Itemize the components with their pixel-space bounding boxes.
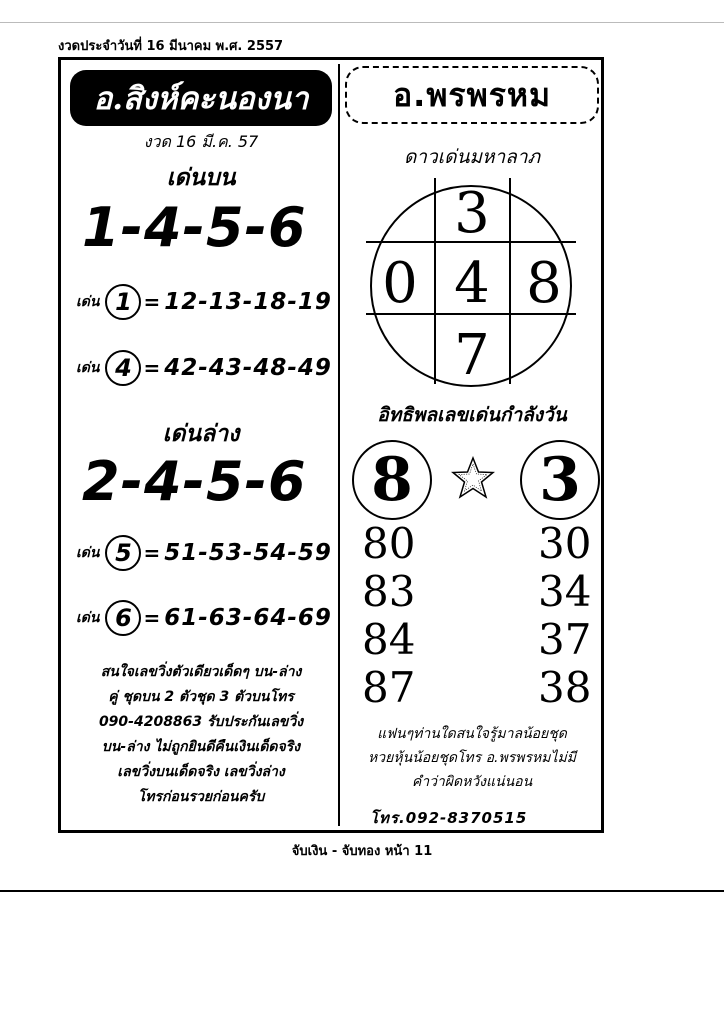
row-equals: = (143, 290, 161, 314)
pair-number: 38 (538, 663, 592, 712)
top-main-numbers: 1-4-5-6 (82, 196, 307, 259)
row-numbers: 51-53-54-59 (164, 540, 332, 566)
big-right-digit: 3 (520, 440, 600, 520)
pair-number: 30 (538, 519, 592, 568)
bottom-row-1 (76, 535, 332, 571)
column-divider (338, 64, 340, 826)
row-word: เด่น (76, 294, 100, 310)
row-equals: = (143, 606, 161, 630)
top-row-1 (76, 284, 332, 320)
footer-note-line: หวยหุ้นน้อยชุดโทร อ.พรพรหมไม่มี (368, 750, 576, 766)
row-word: เด่น (76, 610, 100, 626)
star-icon (451, 456, 495, 500)
row-digit-circle: 6 (105, 600, 141, 636)
row-digit-circle: 1 (105, 284, 141, 320)
row-numbers: 61-63-64-69 (164, 605, 332, 631)
bottom-rule (0, 890, 724, 892)
pair-number: 83 (362, 567, 416, 616)
note-line: โทรก่อนรวยก่อนครับ (137, 789, 265, 805)
row-digit-circle: 4 (105, 350, 141, 386)
big-left-digit: 8 (352, 440, 432, 520)
pair-number: 37 (538, 615, 592, 664)
top-row-2 (76, 350, 332, 386)
draw-date: งวด 16 มี.ค. 57 (143, 132, 259, 151)
footer-note-line: แฟนๆท่านใดสนใจรู้มาลน้อยชุด (377, 726, 567, 742)
note-line: คู่ ชุดบน 2 ตัวชุด 3 ตัวบนโทร (108, 689, 294, 705)
grid-top-digit: 3 (454, 181, 490, 246)
pair-number: 87 (362, 663, 416, 712)
page-header: งวดประจำวันที่ 16 มีนาคม พ.ศ. 2557 (58, 39, 284, 54)
page-footer: จับเงิน - จับทอง หน้า 11 (291, 844, 433, 859)
bottom-main-numbers: 2-4-5-6 (82, 450, 307, 513)
bottom-label: เด่นล่าง (162, 421, 240, 447)
left-title-badge: อ.สิงห์คะนองนา (70, 70, 332, 126)
bottom-row-2 (76, 600, 332, 636)
lucky-number-grid (360, 170, 582, 392)
grid-right-digit: 8 (526, 251, 562, 316)
contact-phone: โทร.092-8370515 (370, 809, 528, 827)
grid-center-digit: 4 (454, 251, 490, 316)
left-pair-list (362, 520, 415, 712)
row-word: เด่น (76, 545, 100, 561)
grid-bottom-digit: 7 (454, 323, 490, 388)
grid-left-digit: 0 (382, 251, 418, 316)
footer-note-line: คำว่าผิดหวังแน่นอน (411, 774, 533, 790)
pair-number: 84 (362, 615, 416, 664)
right-title-badge: อ.พรพรหม (345, 66, 599, 124)
row-numbers: 42-43-48-49 (164, 355, 332, 381)
note-line: สนใจเลขวิ่งตัวเดียวเด็ดๆ บน-ล่าง (100, 664, 302, 680)
note-line: 090-4208863 รับประกันเลขวิ่ง (98, 714, 304, 730)
row-equals: = (143, 541, 161, 565)
right-subtitle-2: อิทธิพลเลขเด่นกำลังวัน (377, 404, 567, 426)
left-notes (70, 660, 332, 810)
right-footer-note (345, 722, 599, 794)
row-numbers: 12-13-18-19 (164, 289, 332, 315)
right-pair-list (538, 520, 591, 712)
note-line: บน-ล่าง ไม่ถูกยินดีคืนเงินเด็ดจริง (101, 739, 301, 755)
row-equals: = (143, 356, 161, 380)
right-subtitle-1: ดาวเด่นมหาลาภ (403, 146, 541, 168)
row-digit-circle: 5 (105, 535, 141, 571)
pair-number: 80 (362, 519, 416, 568)
top-label: เด่นบน (166, 165, 236, 191)
top-rule (0, 22, 724, 23)
row-word: เด่น (76, 360, 100, 376)
note-line: เลขวิ่งบนเด็ดจริง เลขวิ่งล่าง (117, 764, 285, 780)
pair-number: 34 (538, 567, 592, 616)
